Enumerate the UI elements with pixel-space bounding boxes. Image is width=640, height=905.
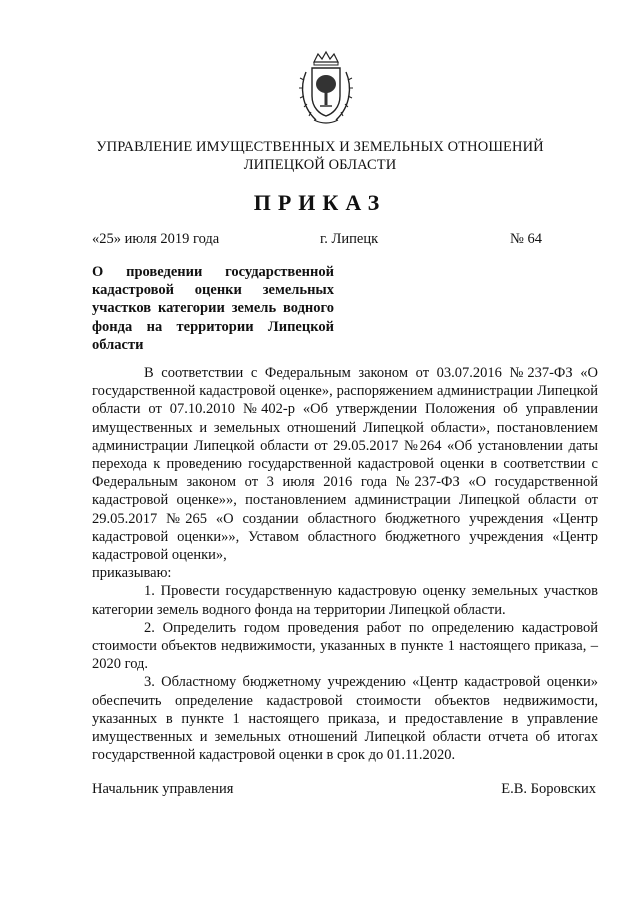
preamble-paragraph: В соответствии с Федеральным законом от 03.07.2016 №237-ФЗ «О государственной кадастровой оценке», распоряжением администрации Липецкой области от 07.10.2010 №402-р «Об утверждении Положения об управлении имущественных и земельных отношений Липецкой области», постановлением администрации Липецкой области от 29.05.2017 №264 «Об установлении даты перехода к проведению государственной кадастровой оценки в соответствии с Федеральным законом от 3 июля 2016 года №237-ФЗ «О государственной кадастровой оценке»», постановлением администрации Липецкой области от 29.05.2017 №265 «О создании областного бюджетного учреждения «Центр кадастровой оценки»», Уставом областного бюджетного учреждения «Центр кадастровой оценки», — [92, 365, 598, 564]
order-item-2: 2. Определить годом проведения работ по определению кадастровой стоимости объектов недвижимости, указанных в пункте 1 настоящего приказа, – 2020 год. — [92, 619, 598, 673]
order-number: № 64 — [510, 231, 542, 247]
order-item-3: 3. Областному бюджетному учреждению «Центр кадастровой оценки» обеспечить определение кадастровой стоимости объектов недвижимости, указанных в пункте 1 настоящего приказа, и предоставление в управление имущественных и земельных отношений Липецкой области отчета об итогах государственной кадастровой оценки в срок до 01.11.2020. — [92, 674, 598, 764]
order-item-1: 1. Провести государственную кадастровую оценку земельных участков категории земель водного фонда на территории Липецкой области. — [92, 583, 598, 618]
order-subject: О проведении государственной кадастровой оценки земельных участков категории земель водного фонда на территории Липецкой области — [92, 264, 334, 353]
signatory-name: Е.В. Боровских — [501, 781, 596, 797]
document-title: ПРИКАЗ — [253, 190, 387, 215]
order-word: приказываю: — [92, 565, 172, 582]
signatory-position: Начальник управления — [92, 781, 234, 797]
order-date: «25» июля 2019 года — [92, 231, 220, 247]
order-body — [92, 364, 598, 764]
organization-name-line2: ЛИПЕЦКОЙ ОБЛАСТИ — [243, 157, 397, 173]
organization-name-line1: УПРАВЛЕНИЕ ИМУЩЕСТВЕННЫХ И ЗЕМЕЛЬНЫХ ОТНОШЕНИЙ — [96, 139, 544, 155]
coat-of-arms-emblem — [296, 48, 356, 128]
order-city: г. Липецк — [320, 231, 379, 247]
